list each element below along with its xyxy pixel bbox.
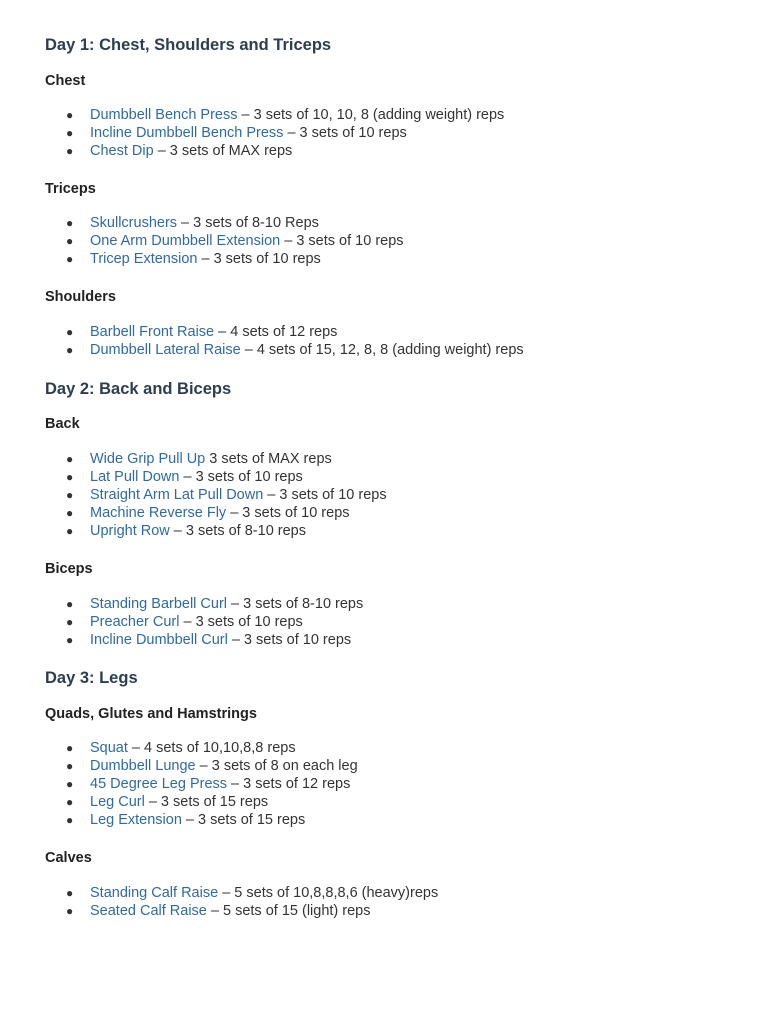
list-item bbox=[0, 812, 358, 830]
bullet-icon: ● bbox=[66, 452, 74, 466]
exercise-link[interactable]: Skullcrushers bbox=[90, 215, 178, 231]
exercise-link[interactable]: Incline Dumbbell Bench Press bbox=[90, 124, 284, 141]
back-list bbox=[0, 451, 387, 540]
bullet-icon: ● bbox=[66, 143, 74, 158]
exercise-link[interactable]: Leg Extension bbox=[90, 811, 182, 828]
exercise-detail: – 5 sets of 15 (light) reps bbox=[206, 902, 371, 919]
day-3-heading: Day 3: Legs bbox=[45, 669, 138, 687]
list-item bbox=[0, 740, 358, 758]
exercise-detail: – 4 sets of 15, 12, 8, 8 (adding weight) reps bbox=[240, 341, 524, 358]
bullet-icon: ● bbox=[66, 794, 74, 809]
exercise-detail: – 3 sets of 15 reps bbox=[181, 811, 306, 828]
list-item bbox=[0, 469, 387, 487]
exercise-link[interactable]: Straight Arm Lat Pull Down bbox=[90, 486, 264, 503]
exercise-detail: – 3 sets of 10 reps bbox=[179, 613, 303, 630]
bullet-icon: ● bbox=[66, 125, 74, 140]
bullet-icon: ● bbox=[66, 216, 74, 230]
bullet-icon: ● bbox=[66, 903, 74, 918]
list-item bbox=[0, 505, 387, 523]
exercise-link[interactable]: Dumbbell Lateral Raise bbox=[90, 341, 241, 358]
list-item bbox=[0, 903, 438, 921]
bullet-icon: ● bbox=[66, 251, 74, 266]
exercise-detail: – 3 sets of 10 reps bbox=[280, 232, 404, 249]
exercise-link[interactable]: Wide Grip Pull Up bbox=[90, 451, 206, 467]
exercise-detail: 3 sets of MAX reps bbox=[205, 451, 332, 467]
bullet-icon: ● bbox=[66, 233, 74, 248]
list-item bbox=[0, 632, 363, 650]
exercise-link[interactable]: Machine Reverse Fly bbox=[90, 504, 227, 521]
calves-heading: Calves bbox=[45, 850, 92, 866]
exercise-detail: – 4 sets of 10,10,8,8 reps bbox=[127, 740, 296, 756]
quads-glutes-hamstrings-heading: Quads, Glutes and Hamstrings bbox=[45, 706, 257, 722]
bullet-icon: ● bbox=[66, 886, 74, 900]
day-2-heading: Day 2: Back and Biceps bbox=[45, 380, 232, 398]
biceps-list bbox=[0, 596, 363, 650]
bullet-icon: ● bbox=[66, 487, 74, 502]
exercise-detail: – 3 sets of 8-10 reps bbox=[169, 522, 306, 539]
exercise-detail: – 4 sets of 12 reps bbox=[214, 324, 338, 340]
exercise-link[interactable]: Incline Dumbbell Curl bbox=[90, 631, 228, 648]
chest-list bbox=[0, 107, 504, 161]
bullet-icon: ● bbox=[66, 325, 74, 339]
exercise-detail: – 3 sets of 10 reps bbox=[263, 486, 387, 503]
list-item bbox=[0, 451, 387, 469]
triceps-heading: Triceps bbox=[45, 181, 96, 197]
bullet-icon: ● bbox=[66, 469, 74, 484]
list-item bbox=[0, 251, 404, 269]
bullet-icon: ● bbox=[66, 523, 74, 538]
exercise-link[interactable]: Dumbbell Lunge bbox=[90, 757, 196, 774]
exercise-detail: – 3 sets of MAX reps bbox=[153, 142, 293, 159]
exercise-link[interactable]: Lat Pull Down bbox=[90, 468, 180, 485]
triceps-list bbox=[0, 215, 404, 269]
list-item bbox=[0, 523, 387, 541]
list-item bbox=[0, 885, 438, 903]
bullet-icon: ● bbox=[66, 741, 74, 755]
list-item bbox=[0, 794, 358, 812]
bullet-icon: ● bbox=[66, 812, 74, 827]
bullet-icon: ● bbox=[66, 632, 74, 647]
bullet-icon: ● bbox=[66, 342, 74, 357]
exercise-detail: – 3 sets of 10 reps bbox=[283, 124, 407, 141]
exercise-detail: – 5 sets of 10,8,8,8,6 (heavy)reps bbox=[218, 885, 439, 901]
bullet-icon: ● bbox=[66, 108, 74, 122]
exercise-detail: – 3 sets of 8 on each leg bbox=[195, 757, 358, 774]
exercise-link[interactable]: Leg Curl bbox=[90, 793, 145, 810]
exercise-link[interactable]: Seated Calf Raise bbox=[90, 902, 207, 919]
back-heading: Back bbox=[45, 416, 80, 432]
list-item bbox=[0, 614, 363, 632]
exercise-detail: – 3 sets of 10 reps bbox=[226, 504, 350, 521]
bullet-icon: ● bbox=[66, 758, 74, 773]
calves-list bbox=[0, 885, 438, 921]
exercise-detail: – 3 sets of 12 reps bbox=[227, 775, 351, 792]
bullet-icon: ● bbox=[66, 597, 74, 611]
shoulders-list bbox=[0, 324, 524, 360]
exercise-link[interactable]: Tricep Extension bbox=[90, 250, 198, 267]
chest-heading: Chest bbox=[45, 73, 86, 89]
exercise-detail: – 3 sets of 10 reps bbox=[179, 468, 303, 485]
exercise-link[interactable]: Dumbbell Bench Press bbox=[90, 107, 238, 123]
list-item bbox=[0, 143, 504, 161]
biceps-heading: Biceps bbox=[45, 561, 93, 577]
list-item bbox=[0, 107, 504, 125]
exercise-detail: – 3 sets of 10 reps bbox=[197, 250, 321, 267]
exercise-link[interactable]: Standing Barbell Curl bbox=[90, 596, 228, 612]
exercise-link[interactable]: 45 Degree Leg Press bbox=[90, 775, 228, 792]
exercise-detail: – 3 sets of 8-10 reps bbox=[227, 596, 364, 612]
list-item bbox=[0, 324, 524, 342]
legs-list bbox=[0, 740, 358, 829]
exercise-link[interactable]: Upright Row bbox=[90, 522, 170, 539]
exercise-detail: – 3 sets of 8-10 Reps bbox=[177, 215, 319, 231]
bullet-icon: ● bbox=[66, 776, 74, 791]
exercise-detail: – 3 sets of 10, 10, 8 (adding weight) reps bbox=[237, 107, 505, 123]
exercise-link[interactable]: Standing Calf Raise bbox=[90, 885, 219, 901]
exercise-link[interactable]: Squat bbox=[90, 740, 128, 756]
exercise-link[interactable]: Chest Dip bbox=[90, 142, 154, 159]
list-item bbox=[0, 125, 504, 143]
day-1-heading: Day 1: Chest, Shoulders and Triceps bbox=[45, 36, 332, 54]
bullet-icon: ● bbox=[66, 505, 74, 520]
shoulders-heading: Shoulders bbox=[45, 289, 116, 305]
list-item bbox=[0, 596, 363, 614]
exercise-detail: – 3 sets of 10 reps bbox=[227, 631, 352, 648]
list-item bbox=[0, 342, 524, 360]
list-item bbox=[0, 758, 358, 776]
list-item bbox=[0, 776, 358, 794]
exercise-link[interactable]: One Arm Dumbbell Extension bbox=[90, 232, 281, 249]
list-item bbox=[0, 215, 404, 233]
list-item bbox=[0, 233, 404, 251]
exercise-link[interactable]: Barbell Front Raise bbox=[90, 324, 215, 340]
exercise-detail: – 3 sets of 15 reps bbox=[144, 793, 269, 810]
exercise-link[interactable]: Preacher Curl bbox=[90, 613, 180, 630]
bullet-icon: ● bbox=[66, 614, 74, 629]
list-item bbox=[0, 487, 387, 505]
